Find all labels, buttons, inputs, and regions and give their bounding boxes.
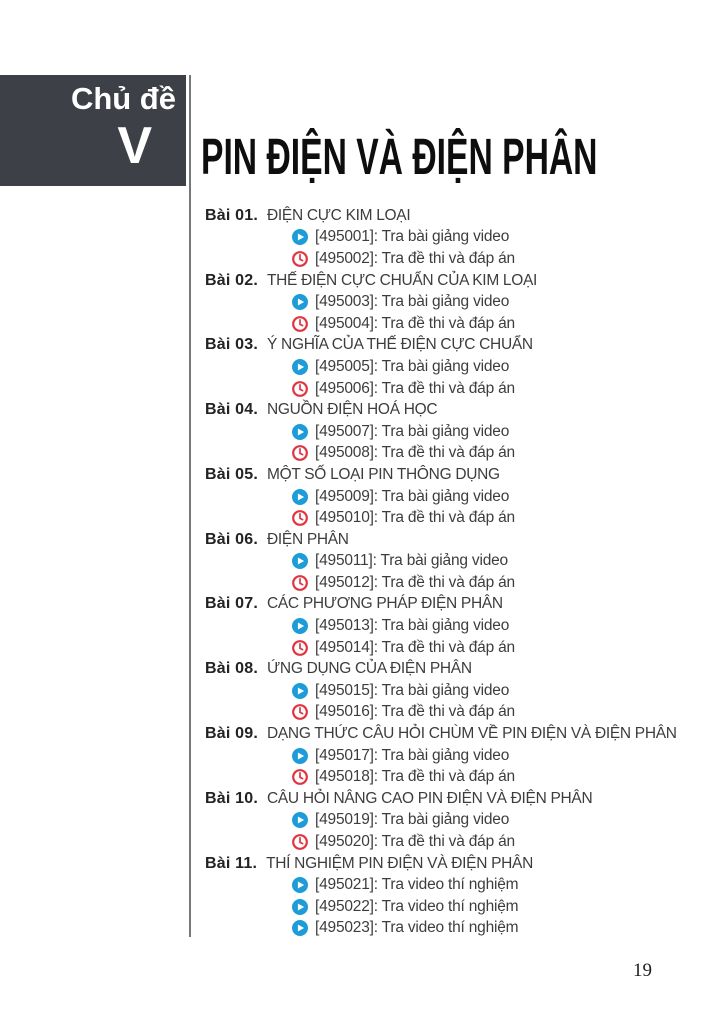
lesson-title: THÍ NGHIỆM PIN ĐIỆN VÀ ĐIỆN PHÂN	[266, 854, 533, 872]
lesson-resource-row	[205, 313, 710, 335]
lesson-resource-row	[205, 551, 710, 573]
play-icon	[292, 812, 308, 828]
topic-box	[0, 75, 186, 186]
resource-code-text: [495005]: Tra bài giảng video	[315, 357, 510, 375]
lesson-number: Bài 02.	[205, 271, 258, 289]
play-icon	[292, 359, 308, 375]
resource-code-text: [495017]: Tra bài giảng video	[315, 746, 510, 764]
play-icon	[292, 424, 308, 440]
resource-code-text: [495006]: Tra đề thi và đáp án	[315, 379, 515, 397]
lesson-resource-row	[205, 680, 710, 702]
lesson-row	[205, 529, 710, 551]
clock-icon	[292, 834, 308, 850]
lesson-resource-row	[205, 810, 710, 832]
lesson-row	[205, 270, 710, 292]
clock-icon	[292, 316, 308, 332]
lesson-number: Bài 01.	[205, 206, 258, 224]
clock-icon	[292, 251, 308, 267]
lesson-number: Bài 04.	[205, 401, 258, 419]
lesson-list	[205, 205, 710, 939]
resource-code-text: [495018]: Tra đề thi và đáp án	[315, 768, 515, 786]
lesson-resource-row	[205, 248, 710, 270]
resource-code-text: [495022]: Tra video thí nghiệm	[315, 897, 519, 915]
lesson-resource-row	[205, 356, 710, 378]
play-icon	[292, 229, 308, 245]
lesson-title: ĐIỆN CỰC KIM LOẠI	[267, 206, 411, 224]
lesson-resource-row	[205, 766, 710, 788]
resource-code-text: [495011]: Tra bài giảng video	[315, 552, 508, 570]
lesson-title: DẠNG THỨC CÂU HỎI CHÙM VỀ PIN ĐIỆN VÀ ĐIỆN PHÂN	[267, 725, 677, 743]
resource-code-text: [495012]: Tra đề thi và đáp án	[315, 573, 515, 591]
lesson-resource-row	[205, 421, 710, 443]
lesson-resource-row	[205, 615, 710, 637]
lesson-number: Bài 10.	[205, 789, 258, 807]
lesson-resource-row	[205, 918, 710, 940]
lesson-resource-row	[205, 831, 710, 853]
lesson-resource-row	[205, 443, 710, 465]
topic-label: Chủ đề	[70, 81, 176, 116]
lesson-resource-row	[205, 227, 710, 249]
page-title: PIN ĐIỆN VÀ ĐIỆN PHÂN	[201, 128, 598, 185]
resource-code-text: [495015]: Tra bài giảng video	[315, 681, 510, 699]
lesson-row	[205, 853, 710, 875]
resource-code-text: [495008]: Tra đề thi và đáp án	[315, 444, 515, 462]
lesson-number: Bài 08.	[205, 660, 258, 678]
resource-code-text: [495007]: Tra bài giảng video	[315, 422, 510, 440]
lesson-row	[205, 594, 710, 616]
resource-code-text: [495004]: Tra đề thi và đáp án	[315, 314, 515, 332]
lesson-row	[205, 723, 710, 745]
play-icon	[292, 294, 308, 310]
lesson-number: Bài 09.	[205, 725, 258, 743]
resource-code-text: [495003]: Tra bài giảng video	[315, 293, 510, 311]
page-number: 19	[633, 960, 652, 981]
resource-code-text: [495002]: Tra đề thi và đáp án	[315, 249, 515, 267]
resource-code-text: [495016]: Tra đề thi và đáp án	[315, 703, 515, 721]
lesson-resource-row	[205, 572, 710, 594]
lesson-resource-row	[205, 702, 710, 724]
play-icon	[292, 553, 308, 569]
lesson-row	[205, 335, 710, 357]
resource-code-text: [495023]: Tra video thí nghiệm	[315, 919, 519, 937]
lesson-resource-row	[205, 378, 710, 400]
lesson-row	[205, 205, 710, 227]
resource-code-text: [495010]: Tra đề thi và đáp án	[315, 509, 515, 527]
resource-code-text: [495014]: Tra đề thi và đáp án	[315, 638, 515, 656]
clock-icon	[292, 769, 308, 785]
lesson-row	[205, 658, 710, 680]
lesson-title: ỨNG DỤNG CỦA ĐIỆN PHÂN	[267, 660, 472, 678]
lesson-title: CÁC PHƯƠNG PHÁP ĐIỆN PHÂN	[267, 595, 503, 613]
lesson-row	[205, 788, 710, 810]
clock-icon	[292, 445, 308, 461]
lesson-resource-row	[205, 507, 710, 529]
resource-code-text: [495020]: Tra đề thi và đáp án	[315, 833, 515, 851]
lesson-resource-row	[205, 896, 710, 918]
clock-icon	[292, 704, 308, 720]
lesson-number: Bài 06.	[205, 530, 258, 548]
resource-code-text: [495013]: Tra bài giảng video	[315, 617, 510, 635]
topic-number: V	[117, 117, 152, 175]
resource-code-text: [495009]: Tra bài giảng video	[315, 487, 510, 505]
play-icon	[292, 683, 308, 699]
clock-icon	[292, 575, 308, 591]
lesson-row	[205, 464, 710, 486]
lesson-number: Bài 07.	[205, 595, 258, 613]
lesson-number: Bài 11.	[205, 854, 258, 872]
play-icon	[292, 920, 308, 936]
play-icon	[292, 618, 308, 634]
clock-icon	[292, 640, 308, 656]
resource-code-text: [495001]: Tra bài giảng video	[315, 228, 510, 246]
play-icon	[292, 748, 308, 764]
lesson-resource-row	[205, 486, 710, 508]
lesson-resource-row	[205, 874, 710, 896]
resource-code-text: [495021]: Tra video thí nghiệm	[315, 876, 519, 894]
lesson-title: CÂU HỎI NÂNG CAO PIN ĐIỆN VÀ ĐIỆN PHÂN	[267, 789, 593, 807]
play-icon	[292, 877, 308, 893]
lesson-title: NGUỒN ĐIỆN HOÁ HỌC	[267, 401, 438, 419]
lesson-resource-row	[205, 637, 710, 659]
lesson-title: MỘT SỐ LOẠI PIN THÔNG DỤNG	[267, 465, 500, 483]
clock-icon	[292, 381, 308, 397]
lesson-resource-row	[205, 291, 710, 313]
clock-icon	[292, 510, 308, 526]
lesson-resource-row	[205, 745, 710, 767]
lesson-row	[205, 399, 710, 421]
lesson-number: Bài 03.	[205, 336, 258, 354]
resource-code-text: [495019]: Tra bài giảng video	[315, 811, 510, 829]
play-icon	[292, 489, 308, 505]
lesson-title: THẾ ĐIỆN CỰC CHUẨN CỦA KIM LOẠI	[267, 271, 538, 289]
vertical-divider	[189, 75, 191, 937]
lesson-title: ĐIỆN PHÂN	[267, 530, 349, 548]
lesson-title: Ý NGHĨA CỦA THẾ ĐIỆN CỰC CHUẨN	[267, 336, 533, 354]
play-icon	[292, 899, 308, 915]
lesson-number: Bài 05.	[205, 465, 258, 483]
